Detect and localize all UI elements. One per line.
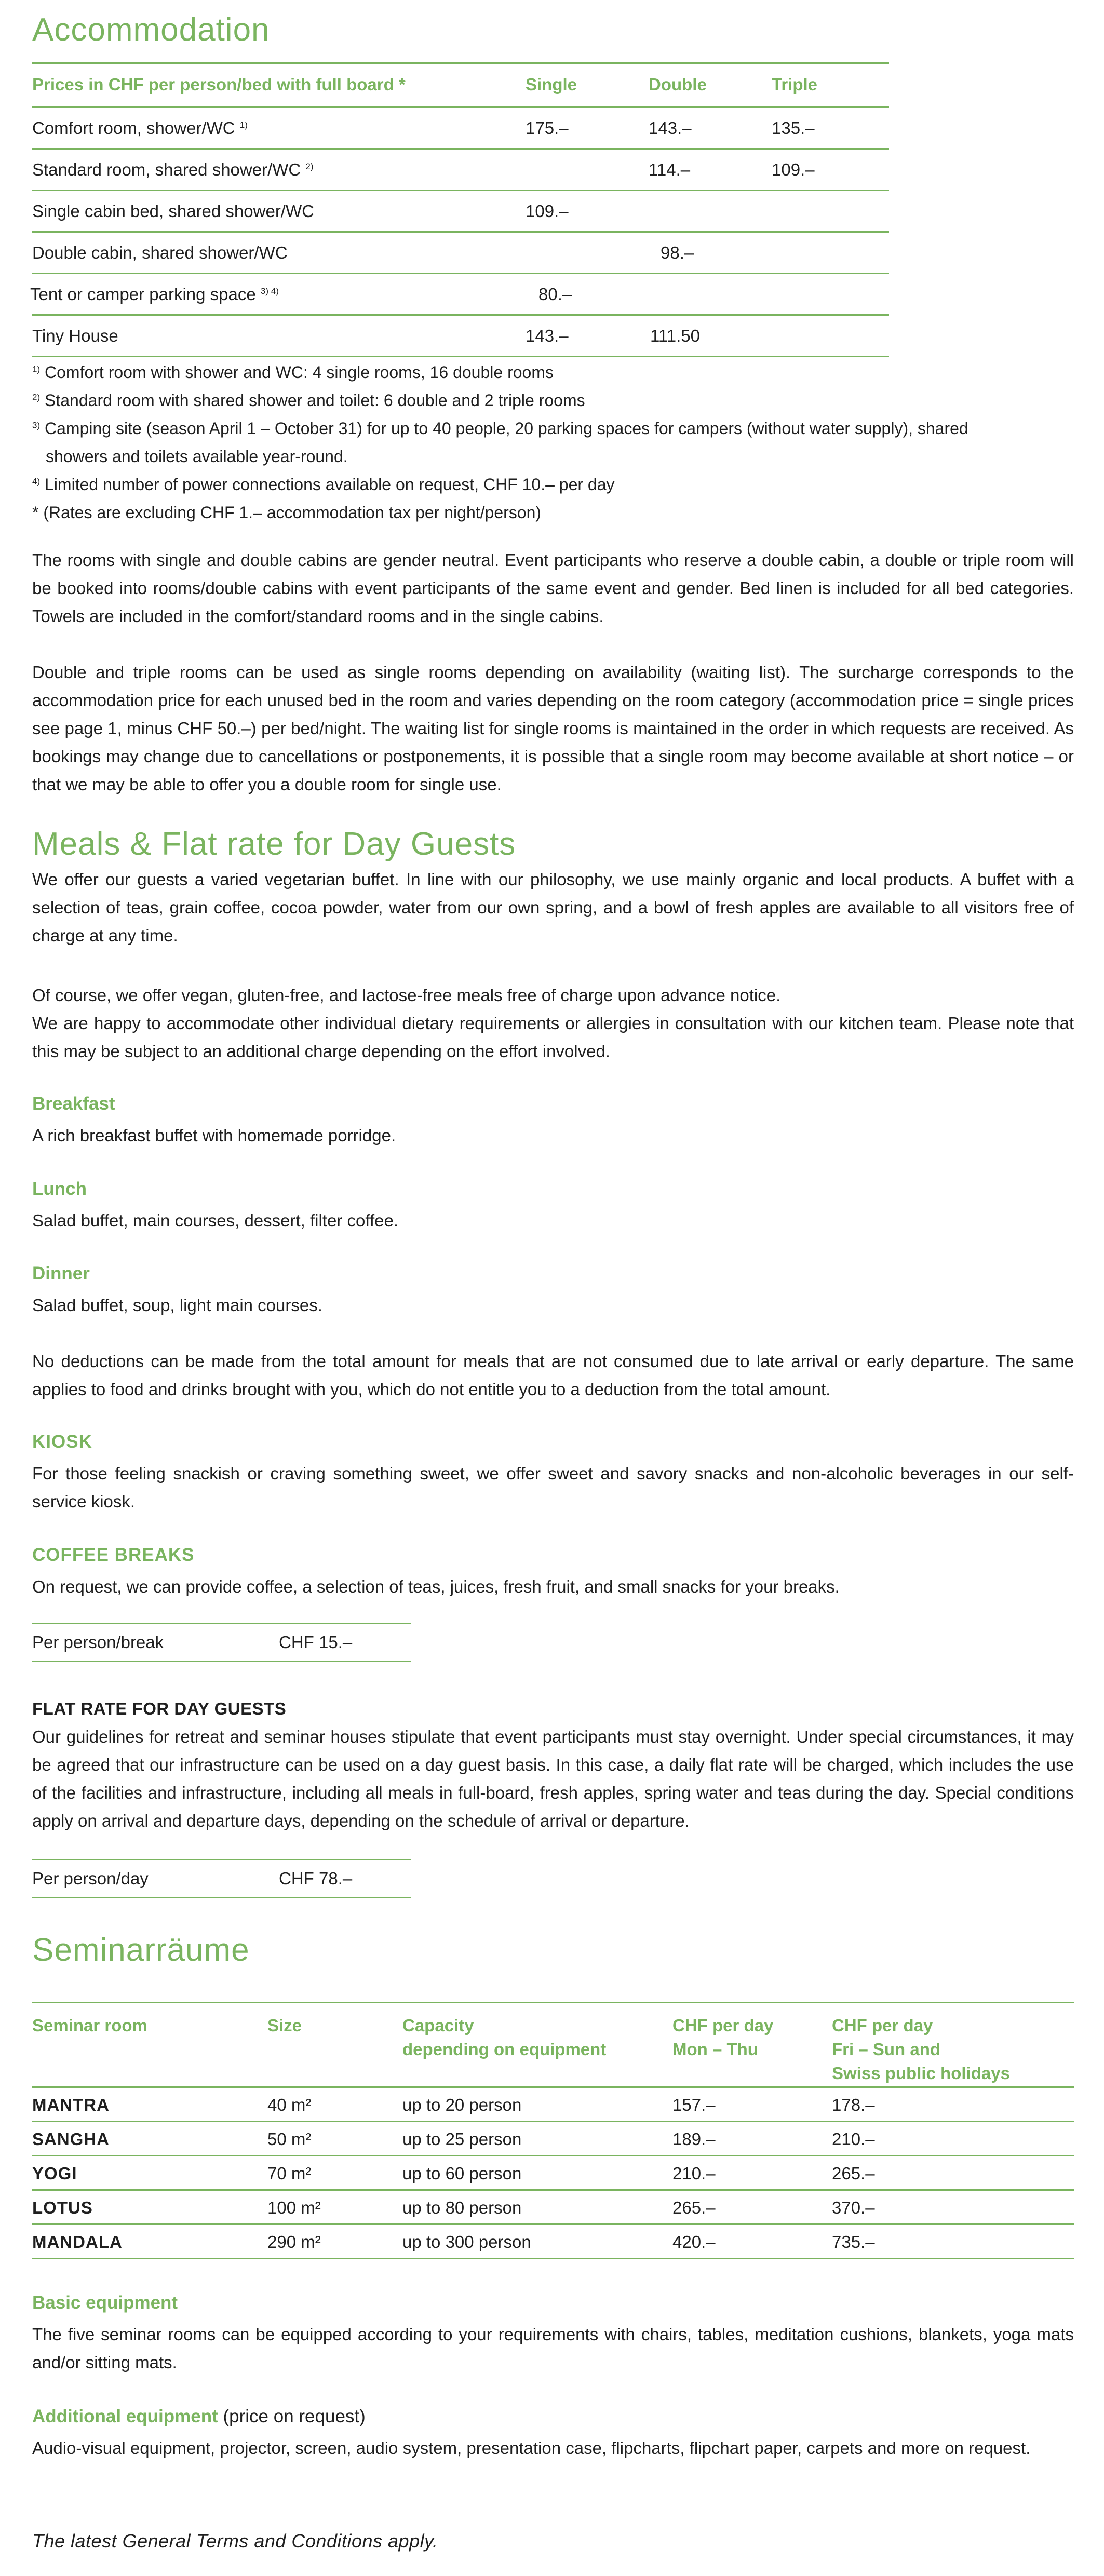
coffee-price-table <box>32 1623 411 1662</box>
table-row <box>32 2156 1074 2191</box>
seminar-table-header <box>32 2002 1074 2088</box>
seminar-room-size: 70 m² <box>267 2164 312 2183</box>
seminar-room-capacity: up to 25 person <box>402 2129 522 2149</box>
header-prices: Prices in CHF per person/bed with full board * <box>32 75 406 94</box>
price-single: 175.– <box>526 118 569 138</box>
footnote-3: $^{3)}$ Camping site (season April 1 – October 31) for up to 40 people, 20 parking spaces for campers (without water supply), shared showers and toilets available year-round. <box>32 419 968 466</box>
dinner-text: Salad buffet, soup, light main courses. <box>32 1296 322 1315</box>
room-name: Standard room, shared shower/WC <box>32 160 301 179</box>
price-double: 98.– <box>661 243 694 262</box>
room-name: Comfort room, shower/WC <box>32 118 235 138</box>
kiosk-text: For those feeling snackish or craving something sweet, we offer sweet and savory snacks and non-alcoholic beverages in our self-service kiosk. <box>32 1464 1074 1511</box>
room-name: Single cabin bed, shared shower/WC <box>32 201 314 221</box>
price-single: 109.– <box>526 201 569 221</box>
basic-equipment-heading: Basic equipment <box>32 2292 178 2313</box>
table-row <box>32 108 889 150</box>
seminar-room-name: LOTUS <box>32 2198 93 2217</box>
seminar-room-size: 40 m² <box>267 2095 312 2114</box>
seminar-room-weekend-price: 210.– <box>832 2129 875 2149</box>
footnote-ref: 3) 4) <box>260 286 279 296</box>
header-weekday-price: CHF per day Mon – Thu <box>672 2016 774 2059</box>
seminar-heading: Seminarräume <box>32 1932 250 1968</box>
seminar-room-weekend-price: 370.– <box>832 2198 875 2217</box>
seminar-room-name: YOGI <box>32 2164 77 2183</box>
breakfast-text: A rich breakfast buffet with homemade porridge. <box>32 1126 396 1145</box>
footnote-tax: * (Rates are excluding CHF 1.– accommodation tax per night/person) <box>32 503 542 522</box>
flat-rate-text: Our guidelines for retreat and seminar houses stipulate that event participants must stay overnight. Under special circumstances, it may be agreed that our infrastructure can be used on a day guest basis. In this case, a daily flat rate will be charged, which includes the use of the facilities and infrastructure, including all meals in full-board, fresh apples, spring water and teas during the day. Special conditions apply on arrival and departure days, depending on the schedule of arrival or departure. <box>32 1727 1074 1830</box>
footnote-ref: 2) <box>305 161 314 171</box>
dinner-heading: Dinner <box>32 1263 90 1284</box>
flat-rate-heading: FLAT RATE FOR DAY GUESTS <box>32 1699 287 1718</box>
price-double: 114.– <box>649 160 691 179</box>
price-single: 143.– <box>526 326 569 345</box>
seminar-room-name: MANTRA <box>32 2095 110 2114</box>
table-row <box>32 316 889 357</box>
basic-equipment-text: The five seminar rooms can be equipped according to your requirements with chairs, tables, meditation cushions, blankets, yoga mats and/or sitting mats. <box>32 2325 1074 2372</box>
additional-equipment-heading: Additional equipment (price on request) <box>32 2406 366 2426</box>
seminar-room-capacity: up to 60 person <box>402 2164 522 2183</box>
seminar-room-weekday-price: 210.– <box>672 2164 716 2183</box>
seminar-room-size: 50 m² <box>267 2129 312 2149</box>
table-row <box>32 2122 1074 2156</box>
accommodation-heading: Accommodation <box>32 12 270 48</box>
price-on-request-note: (price on request) <box>223 2406 366 2426</box>
table-row <box>32 191 889 233</box>
room-name: Tiny House <box>32 326 118 345</box>
seminar-room-name: SANGHA <box>32 2129 110 2149</box>
accommodation-table <box>32 62 889 357</box>
room-name: Double cabin, shared shower/WC <box>32 243 288 262</box>
seminar-room-weekday-price: 420.– <box>672 2232 716 2251</box>
lunch-heading: Lunch <box>32 1179 87 1199</box>
seminar-room-capacity: up to 80 person <box>402 2198 522 2217</box>
seminar-room-weekday-price: 265.– <box>672 2198 716 2217</box>
diet-individual-note: We are happy to accommodate other individual dietary requirements or allergies in consultation with our kitchen team. Please note that this may be subject to an additional charge depending on the effort involved. <box>32 1014 1074 1061</box>
additional-equipment-text: Audio-visual equipment, projector, screen, audio system, presentation case, flipcharts, flipchart paper, carpets and more on request. <box>32 2438 1031 2458</box>
header-capacity: Capacity depending on equipment <box>402 2016 607 2059</box>
price-triple: 109.– <box>772 160 815 179</box>
seminar-room-capacity: up to 300 person <box>402 2232 531 2251</box>
gender-neutral-paragraph: The rooms with single and double cabins are gender neutral. Event participants who reserve a double cabin, a double or triple room will be booked into rooms/double cabins with event participants of the same event and gender. Bed linen is included for all bed categories. Towels are included in the comfort/standard rooms and in the single cabins. <box>32 550 1074 626</box>
kiosk-heading: KIOSK <box>32 1432 92 1452</box>
footnotes <box>32 358 1074 527</box>
seminar-room-weekend-price: 265.– <box>832 2164 875 2183</box>
price-triple: 135.– <box>772 118 815 138</box>
price-double: 143.– <box>649 118 692 138</box>
table-row <box>32 2191 1074 2225</box>
coffee-breaks-heading: COFFEE BREAKS <box>32 1545 195 1565</box>
table-row <box>32 2088 1074 2122</box>
room-name: Tent or camper parking space <box>30 285 256 304</box>
seminar-room-size: 290 m² <box>267 2232 321 2251</box>
seminar-room-capacity: up to 20 person <box>402 2095 522 2114</box>
diet-free-note: Of course, we offer vegan, gluten-free, and lactose-free meals free of charge upon advance notice. <box>32 986 781 1005</box>
price-double: 111.50 <box>650 326 701 345</box>
header-seminar-room: Seminar room <box>32 2016 147 2035</box>
seminar-room-weekend-price: 178.– <box>832 2095 875 2114</box>
seminar-room-name: MANDALA <box>32 2232 123 2251</box>
header-triple: Triple <box>772 75 818 94</box>
coffee-price-label: Per person/break <box>32 1633 164 1652</box>
header-size: Size <box>267 2016 302 2035</box>
seminar-room-weekday-price: 157.– <box>672 2095 716 2114</box>
deductions-paragraph: No deductions can be made from the total amount for meals that are not consumed due to late arrival or early departure. The same applies to food and drinks brought with you, which do not entitle you to a deduction from the total amount. <box>32 1352 1074 1399</box>
seminar-room-weekend-price: 735.– <box>832 2232 875 2251</box>
footnote-4: $^{4)}$ Limited number of power connections available on request, CHF 10.– per day <box>32 475 615 494</box>
footnote-2: $^{2)}$ Standard room with shared shower and toilet: 6 double and 2 triple rooms <box>32 391 585 410</box>
breakfast-heading: Breakfast <box>32 1094 115 1114</box>
table-row <box>32 2225 1074 2259</box>
flat-rate-price-table <box>32 1859 411 1898</box>
table-row <box>32 150 889 191</box>
header-single: Single <box>526 75 577 94</box>
accommodation-table-header <box>32 62 889 108</box>
footnote-1: $^{1)}$ Comfort room with shower and WC: 4 single rooms, 16 double rooms <box>32 363 554 382</box>
header-weekend-price: CHF per day Fri – Sun and Swiss public holidays <box>832 2016 1010 2083</box>
meals-intro: We offer our guests a varied vegetarian buffet. In line with our philosophy, we use mainly organic and local products. A buffet with a selection of teas, grain coffee, cocoa powder, water from our own spring, and a bowl of fresh apples are available to all visitors free of charge at any time. <box>32 870 1074 945</box>
meals-heading: Meals & Flat rate for Day Guests <box>32 826 516 862</box>
seminar-room-size: 100 m² <box>267 2198 321 2217</box>
flat-rate-value: CHF 78.– <box>279 1869 353 1888</box>
header-double: Double <box>649 75 707 94</box>
lunch-text: Salad buffet, main courses, dessert, filter coffee. <box>32 1211 398 1230</box>
seminar-room-weekday-price: 189.– <box>672 2129 716 2149</box>
footnote-ref: 1) <box>239 120 248 130</box>
table-row <box>32 233 889 274</box>
coffee-price-value: CHF 15.– <box>279 1633 353 1652</box>
single-use-paragraph: Double and triple rooms can be used as single rooms depending on availability (waiting list). The surcharge corresponds to the accommodation price for each unused bed in the room and varies depending on the room category (accommodation price = single prices see page 1, minus CHF 50.–) per bed/night. The waiting list for single rooms is maintained in the order in which requests are received. As bookings may change due to cancellations or postponements, it is possible that a single room may become available at short notice – or that we may be able to offer you a double room for single use. <box>32 663 1074 794</box>
price-single: 80.– <box>538 285 572 304</box>
coffee-breaks-text: On request, we can provide coffee, a selection of teas, juices, fresh fruit, and small snacks for your breaks. <box>32 1577 840 1596</box>
terms-footer: The latest General Terms and Conditions apply. <box>32 2530 438 2552</box>
seminar-table <box>32 2002 1074 2259</box>
flat-rate-label: Per person/day <box>32 1869 149 1888</box>
table-row <box>32 274 889 316</box>
